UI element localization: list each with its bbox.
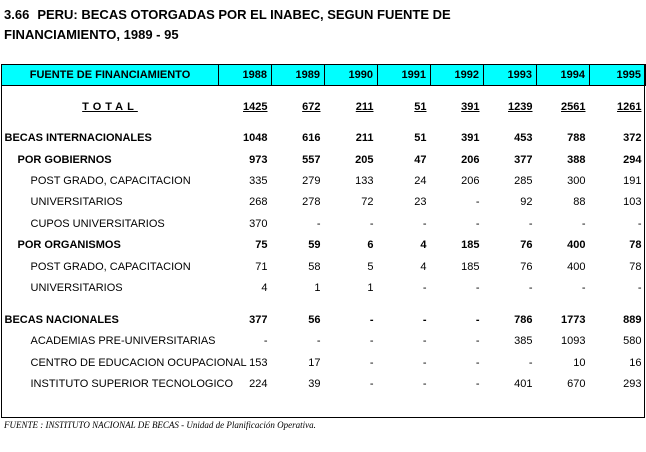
cell-1993: - [528,282,533,295]
cell-1995: - [637,217,642,230]
cell-1994: 10 [573,356,586,369]
cell-1991: 24 [414,175,427,188]
table-body [2,86,646,395]
cell-1993: 285 [514,175,533,188]
spacer-row [2,117,646,127]
cell-1989: 17 [308,356,321,369]
cell-1994: 400 [567,239,586,252]
cell-1994: - [581,217,586,230]
table-row [2,373,646,394]
row-label: UNIVERSITARIOS [30,196,123,209]
cell-1992: 185 [461,260,480,273]
cell-1993: 1239 [508,100,533,113]
cell-1992: - [475,313,480,326]
cell-1988: - [263,335,268,348]
cell-1989: 278 [302,196,321,209]
spacer-cell [2,86,646,97]
row-label: BECAS NACIONALES [4,313,119,326]
cell-1991: - [422,282,427,295]
cell-1994: - [581,282,586,295]
cell-1990: 211 [355,132,374,145]
cell-1992: - [475,196,480,209]
table-row [2,352,646,373]
cell-1990: - [369,356,374,369]
cell-1992: - [475,356,480,369]
cell-1988: 4 [261,282,268,295]
table-row [2,309,646,330]
table-row [2,192,646,213]
cell-1988: 1425 [243,100,268,113]
cell-1990: 133 [355,175,374,188]
cell-1993: 401 [514,377,533,390]
header-row [2,65,646,86]
cell-1990: 72 [361,196,374,209]
cell-1993: - [528,356,533,369]
total-row [2,96,646,117]
cell-1995: 293 [623,377,642,390]
cell-1991: - [422,335,427,348]
cell-1992: 391 [461,100,480,113]
spacer-row [2,86,646,97]
cell-1988: 224 [249,377,268,390]
table-row [2,235,646,256]
cell-1989: 39 [308,377,321,390]
cell-1995: 1261 [617,100,642,113]
table-number: 3.66 [4,7,30,22]
row-label: ACADEMIAS PRE-UNIVERSITARIAS [30,335,216,348]
table-row [2,170,646,191]
cell-1988: 75 [255,239,268,252]
cell-1989: 557 [302,153,321,166]
table-left-border [1,64,2,417]
table-bottom-border [1,417,645,418]
cell-1992: 206 [461,175,480,188]
header-year-1988: 1988 [219,65,272,86]
row-label: BECAS INTERNACIONALES [4,132,152,145]
cell-1990: 205 [355,153,374,166]
source-note: FUENTE : INSTITUTO NACIONAL DE BECAS - Unidad de Planificación Operativa. [4,420,316,430]
cell-1991: 51 [414,100,427,113]
title-line-2: FINANCIAMIENTO, 1989 - 95 [4,27,179,42]
cell-1989: 672 [302,100,321,113]
cell-1989: 56 [308,313,321,326]
cell-1991: 4 [420,239,427,252]
cell-1991: 47 [414,153,427,166]
cell-1992: 185 [461,239,480,252]
row-label: POST GRADO, CAPACITACION [30,175,191,188]
cell-1991: - [422,313,427,326]
cell-1989: 279 [302,175,321,188]
cell-1991: - [422,217,427,230]
cell-1995: 78 [629,260,642,273]
cell-1988: 153 [249,356,268,369]
row-label: TOTAL [82,100,138,113]
cell-1989: 616 [302,132,321,145]
cell-1990: 5 [367,260,374,273]
cell-1993: 76 [520,260,533,273]
row-label: CENTRO DE EDUCACION OCUPACIONAL [30,356,247,369]
header-year-1989: 1989 [272,65,325,86]
table-row [2,213,646,234]
spacer-cell [2,117,646,127]
spacer-row [2,299,646,309]
header-year-1991: 1991 [378,65,431,86]
cell-1990: - [369,335,374,348]
header-year-1995: 1995 [590,65,646,86]
row-label: INSTITUTO SUPERIOR TECNOLOGICO [30,377,234,390]
cell-1988: 370 [249,217,268,230]
cell-1994: 300 [567,175,586,188]
cell-1988: 268 [249,196,268,209]
cell-1993: 377 [514,153,533,166]
cell-1992: - [475,335,480,348]
cell-1994: 400 [567,260,586,273]
cell-1988: 377 [249,313,268,326]
cell-1989: 1 [314,282,321,295]
cell-1990: - [369,313,374,326]
table-row [2,278,646,299]
cell-1991: 4 [420,260,427,273]
cell-1995: 16 [629,356,642,369]
cell-1995: 580 [623,335,642,348]
row-label: POST GRADO, CAPACITACION [30,260,191,273]
row-label: UNIVERSITARIOS [30,282,123,295]
cell-1989: - [316,335,321,348]
cell-1988: 71 [255,260,268,273]
title-line-1 [4,5,451,25]
cell-1989: - [316,217,321,230]
cell-1988: 973 [249,153,268,166]
cell-1992: - [475,217,480,230]
header-year-1990: 1990 [325,65,378,86]
cell-1990: 6 [367,239,374,252]
header-year-1994: 1994 [537,65,590,86]
table-row [2,127,646,148]
cell-1988: 335 [249,175,268,188]
cell-1992: - [475,377,480,390]
table-row [2,330,646,351]
cell-1995: 372 [623,132,642,145]
cell-1991: 23 [414,196,427,209]
row-label: CUPOS UNIVERSITARIOS [30,217,165,230]
table-row [2,149,646,170]
cell-1994: 388 [567,153,586,166]
cell-1994: 88 [573,196,586,209]
cell-1994: 670 [567,377,586,390]
cell-1991: - [422,377,427,390]
cell-1995: 103 [623,196,642,209]
spacer-cell [2,299,646,309]
cell-1993: 385 [514,335,533,348]
cell-1995: - [637,282,642,295]
cell-1991: 51 [414,132,427,145]
cell-1993: 92 [520,196,533,209]
cell-1993: - [528,217,533,230]
cell-1992: - [475,282,480,295]
cell-1995: 78 [629,239,642,252]
cell-1994: 788 [567,132,586,145]
cell-1990: 211 [355,100,374,113]
title-text-1: PERU: BECAS OTORGADAS POR EL INABEC, SEGUN FUENTE DE [37,7,451,22]
cell-1994: 1773 [561,313,586,326]
row-label: POR GOBIERNOS [17,153,112,166]
cell-1991: - [422,356,427,369]
cell-1995: 294 [623,153,642,166]
header-label: FUENTE DE FINANCIAMIENTO [2,65,219,86]
cell-1993: 453 [514,132,533,145]
cell-1989: 59 [308,239,321,252]
table-row [2,256,646,277]
cell-1992: 206 [461,153,480,166]
cell-1990: - [369,377,374,390]
header-year-1993: 1993 [484,65,537,86]
cell-1990: - [369,217,374,230]
statistics-table [1,64,646,395]
cell-1995: 191 [623,175,642,188]
header-year-1992: 1992 [431,65,484,86]
cell-1993: 76 [520,239,533,252]
cell-1990: 1 [367,282,374,295]
table-right-border [644,64,645,417]
cell-1994: 2561 [561,100,586,113]
document-title [4,5,451,45]
row-label: POR ORGANISMOS [17,239,121,252]
cell-1989: 58 [308,260,321,273]
cell-1988: 1048 [243,132,268,145]
cell-1992: 391 [461,132,480,145]
cell-1993: 786 [514,313,533,326]
cell-1994: 1093 [561,335,586,348]
cell-1995: 889 [623,313,642,326]
